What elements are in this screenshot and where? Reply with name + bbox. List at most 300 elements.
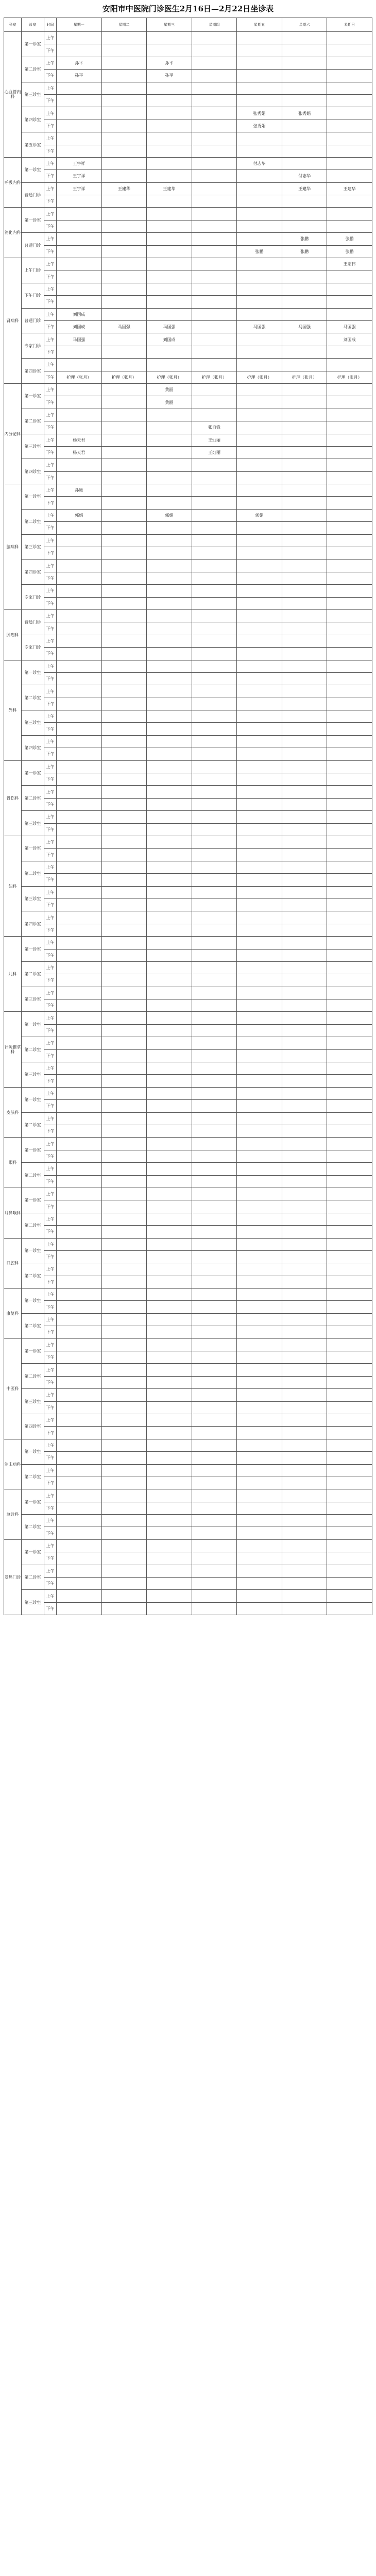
period-label: 下午 (44, 1527, 57, 1539)
doctor-cell (282, 735, 327, 748)
doctor-cell (101, 1200, 147, 1213)
doctor-cell (57, 836, 102, 849)
schedule-row (4, 1175, 372, 1188)
doctor-cell (282, 648, 327, 660)
clinic-name: 第三诊室 (22, 1590, 44, 1615)
doctor-cell (282, 434, 327, 446)
doctor-cell (282, 32, 327, 44)
doctor-cell (192, 735, 237, 748)
clinic-name: 第二诊室 (22, 1565, 44, 1590)
doctor-cell (147, 874, 192, 886)
doctor-cell (57, 698, 102, 710)
doctor-cell (327, 434, 372, 446)
doctor-cell (57, 1578, 102, 1590)
period-label: 下午 (44, 270, 57, 283)
schedule-row (4, 987, 372, 999)
doctor-cell (101, 195, 147, 208)
period-label: 下午 (44, 1477, 57, 1489)
doctor-cell (101, 497, 147, 509)
clinic-name: 第一诊室 (22, 1188, 44, 1213)
doctor-cell (282, 94, 327, 107)
doctor-cell (327, 1012, 372, 1024)
period-label: 下午 (44, 1100, 57, 1112)
department-name: 皮肤科 (4, 1087, 22, 1138)
doctor-cell (101, 333, 147, 346)
doctor-cell (57, 547, 102, 560)
doctor-cell (147, 459, 192, 471)
period-label: 上午 (44, 937, 57, 949)
doctor-cell (101, 987, 147, 999)
doctor-cell (57, 1552, 102, 1565)
doctor-cell (192, 245, 237, 258)
doctor-cell: 马国强 (101, 320, 147, 333)
period-label: 下午 (44, 1427, 57, 1439)
schedule-row (4, 1414, 372, 1426)
doctor-cell (101, 635, 147, 647)
schedule-row (4, 723, 372, 735)
doctor-cell (101, 245, 147, 258)
doctor-cell (192, 811, 237, 823)
doctor-cell (327, 1150, 372, 1162)
doctor-cell (237, 1100, 282, 1112)
schedule-row (4, 1439, 372, 1451)
doctor-cell (237, 1301, 282, 1313)
doctor-cell (57, 32, 102, 44)
doctor-cell (192, 1087, 237, 1099)
doctor-cell (192, 195, 237, 208)
department-name: 针灸推拿科 (4, 1012, 22, 1087)
doctor-cell (282, 1578, 327, 1590)
doctor-cell (192, 1578, 237, 1590)
doctor-cell (327, 220, 372, 232)
period-label: 上午 (44, 585, 57, 597)
clinic-name: 第一诊室 (22, 1439, 44, 1464)
schedule-row (4, 672, 372, 685)
doctor-cell (147, 597, 192, 609)
doctor-cell: 张鹏 (327, 233, 372, 245)
schedule-row (4, 899, 372, 911)
doctor-cell (192, 585, 237, 597)
doctor-cell (282, 609, 327, 622)
doctor-cell (327, 622, 372, 635)
doctor-cell (327, 497, 372, 509)
doctor-cell (237, 1389, 282, 1401)
schedule-row (4, 622, 372, 635)
doctor-cell (147, 446, 192, 459)
doctor-cell: 王灿丽 (192, 446, 237, 459)
doctor-cell (57, 497, 102, 509)
doctor-cell (327, 409, 372, 421)
period-label: 下午 (44, 999, 57, 1012)
schedule-row (4, 685, 372, 698)
doctor-cell (237, 1112, 282, 1125)
doctor-cell (57, 1062, 102, 1075)
doctor-cell (147, 635, 192, 647)
doctor-cell (57, 1351, 102, 1364)
header-cell: 星期四 (192, 18, 237, 32)
doctor-cell (147, 94, 192, 107)
clinic-name: 普通门诊 (22, 233, 44, 258)
doctor-cell (327, 1565, 372, 1577)
doctor-cell (237, 760, 282, 773)
doctor-cell (237, 798, 282, 810)
period-label: 下午 (44, 823, 57, 836)
doctor-cell (101, 1250, 147, 1263)
doctor-cell (237, 57, 282, 69)
doctor-cell (57, 459, 102, 471)
doctor-cell (147, 811, 192, 823)
doctor-cell: 马国强 (282, 320, 327, 333)
period-label: 下午 (44, 723, 57, 735)
period-label: 下午 (44, 1175, 57, 1188)
schedule-row (4, 1351, 372, 1364)
doctor-cell (101, 1301, 147, 1313)
period-label: 下午 (44, 547, 57, 560)
clinic-name: 第四诊室 (22, 459, 44, 484)
doctor-cell (282, 1301, 327, 1313)
doctor-cell: 王建华 (101, 182, 147, 195)
doctor-cell (282, 57, 327, 69)
doctor-cell: 孙平 (57, 70, 102, 82)
doctor-cell (237, 1175, 282, 1188)
doctor-cell (101, 1138, 147, 1150)
doctor-cell (147, 949, 192, 961)
clinic-name: 第二诊室 (22, 1213, 44, 1238)
schedule-row (4, 1590, 372, 1602)
doctor-cell (192, 660, 237, 672)
doctor-cell (192, 1289, 237, 1301)
doctor-cell (237, 1163, 282, 1175)
doctor-cell (237, 1150, 282, 1162)
schedule-row (4, 1276, 372, 1288)
doctor-cell (282, 1200, 327, 1213)
doctor-cell (192, 308, 237, 320)
period-label: 下午 (44, 1049, 57, 1062)
doctor-cell (237, 1313, 282, 1326)
doctor-cell (327, 899, 372, 911)
doctor-cell (237, 333, 282, 346)
doctor-cell: 护理（张月） (327, 371, 372, 383)
schedule-row (4, 1087, 372, 1099)
period-label: 上午 (44, 1012, 57, 1024)
doctor-cell (101, 1477, 147, 1489)
period-label: 上午 (44, 1414, 57, 1426)
doctor-cell (192, 1226, 237, 1238)
doctor-cell (237, 723, 282, 735)
period-label: 上午 (44, 1389, 57, 1401)
doctor-cell (57, 1376, 102, 1388)
doctor-cell (192, 836, 237, 849)
schedule-row (4, 1024, 372, 1037)
doctor-cell (57, 421, 102, 434)
doctor-cell (147, 308, 192, 320)
doctor-cell (282, 1489, 327, 1502)
doctor-cell (282, 798, 327, 810)
doctor-cell (282, 145, 327, 157)
doctor-cell (57, 572, 102, 584)
doctor-cell: 护理（张月） (282, 371, 327, 383)
doctor-cell (57, 1024, 102, 1037)
doctor-cell (327, 886, 372, 899)
doctor-cell (101, 1401, 147, 1414)
doctor-cell (147, 409, 192, 421)
period-label: 上午 (44, 258, 57, 270)
doctor-cell (57, 409, 102, 421)
doctor-cell (282, 560, 327, 572)
doctor-cell (192, 1313, 237, 1326)
doctor-cell: 护理（张月） (147, 371, 192, 383)
doctor-cell (192, 1301, 237, 1313)
doctor-cell (147, 937, 192, 949)
department-name: 儿科 (4, 937, 22, 1012)
period-label: 上午 (44, 534, 57, 547)
doctor-cell (147, 547, 192, 560)
doctor-cell (101, 421, 147, 434)
doctor-cell (327, 635, 372, 647)
doctor-cell (147, 434, 192, 446)
schedule-row (4, 145, 372, 157)
doctor-cell (57, 786, 102, 798)
schedule-row (4, 1150, 372, 1162)
doctor-cell (147, 748, 192, 760)
doctor-cell (147, 1238, 192, 1250)
period-label: 下午 (44, 748, 57, 760)
doctor-cell (101, 409, 147, 421)
doctor-cell (327, 157, 372, 170)
schedule-row (4, 1489, 372, 1502)
doctor-cell (237, 208, 282, 220)
doctor-cell (327, 1464, 372, 1477)
clinic-name: 第二诊室 (22, 57, 44, 82)
period-label: 上午 (44, 710, 57, 723)
doctor-cell (282, 1552, 327, 1565)
department-name: 口腔科 (4, 1238, 22, 1289)
doctor-cell: 张秀娟 (237, 107, 282, 120)
doctor-cell (282, 1150, 327, 1162)
clinic-name: 第一诊室 (22, 1012, 44, 1037)
doctor-cell (237, 1376, 282, 1388)
doctor-cell (327, 1125, 372, 1137)
period-label: 上午 (44, 1515, 57, 1527)
period-label: 下午 (44, 974, 57, 987)
doctor-cell (282, 446, 327, 459)
doctor-cell (327, 359, 372, 371)
schedule-row (4, 509, 372, 521)
schedule-row (4, 1062, 372, 1075)
schedule-row (4, 471, 372, 484)
clinic-name: 第四诊室 (22, 911, 44, 937)
doctor-cell (192, 182, 237, 195)
doctor-cell: 王建华 (147, 182, 192, 195)
doctor-cell (282, 874, 327, 886)
doctor-cell (101, 94, 147, 107)
doctor-cell (327, 1376, 372, 1388)
doctor-cell (327, 484, 372, 497)
doctor-cell (282, 296, 327, 308)
doctor-cell (101, 547, 147, 560)
clinic-name: 第三诊室 (22, 811, 44, 836)
doctor-cell (101, 1439, 147, 1451)
doctor-cell (237, 94, 282, 107)
doctor-cell (101, 585, 147, 597)
schedule-row (4, 132, 372, 145)
doctor-cell (237, 1502, 282, 1514)
doctor-cell (282, 811, 327, 823)
period-label: 上午 (44, 1464, 57, 1477)
doctor-cell (57, 648, 102, 660)
doctor-cell (147, 245, 192, 258)
doctor-cell (192, 208, 237, 220)
doctor-cell (57, 1226, 102, 1238)
doctor-cell (147, 233, 192, 245)
period-label: 下午 (44, 471, 57, 484)
doctor-cell (327, 195, 372, 208)
period-label: 下午 (44, 1150, 57, 1162)
header-row (4, 18, 372, 32)
schedule-row (4, 836, 372, 849)
doctor-cell (237, 1565, 282, 1577)
doctor-cell (327, 974, 372, 987)
doctor-cell (192, 94, 237, 107)
schedule-row (4, 346, 372, 358)
doctor-cell (147, 120, 192, 132)
doctor-cell (237, 421, 282, 434)
doctor-cell (237, 1012, 282, 1024)
doctor-cell (237, 258, 282, 270)
doctor-cell: 付志华 (237, 157, 282, 170)
doctor-cell (192, 1427, 237, 1439)
period-label: 下午 (44, 497, 57, 509)
doctor-cell (282, 1289, 327, 1301)
doctor-cell (57, 82, 102, 94)
clinic-name: 第二诊室 (22, 1163, 44, 1188)
doctor-cell (327, 208, 372, 220)
doctor-cell (237, 1024, 282, 1037)
doctor-cell (57, 622, 102, 635)
doctor-cell (147, 698, 192, 710)
schedule-row (4, 547, 372, 560)
clinic-name: 第五诊室 (22, 132, 44, 158)
clinic-name: 普通门诊 (22, 182, 44, 208)
period-label: 上午 (44, 1289, 57, 1301)
doctor-cell (147, 346, 192, 358)
clinic-name: 专家门诊 (22, 585, 44, 610)
doctor-cell (192, 1125, 237, 1137)
clinic-name: 第一诊室 (22, 157, 44, 182)
doctor-cell (192, 145, 237, 157)
doctor-cell (237, 660, 282, 672)
doctor-cell (192, 157, 237, 170)
doctor-cell (101, 283, 147, 295)
doctor-cell (192, 1276, 237, 1288)
doctor-cell (101, 57, 147, 69)
doctor-cell (101, 44, 147, 57)
header-cell: 星期六 (282, 18, 327, 32)
doctor-cell (327, 672, 372, 685)
doctor-cell (147, 1125, 192, 1137)
doctor-cell (237, 710, 282, 723)
doctor-cell (147, 961, 192, 974)
schedule-row (4, 1313, 372, 1326)
doctor-cell (282, 773, 327, 786)
period-label: 上午 (44, 32, 57, 44)
doctor-cell (57, 1389, 102, 1401)
doctor-cell (57, 1439, 102, 1451)
doctor-cell (147, 1188, 192, 1200)
doctor-cell (57, 899, 102, 911)
doctor-cell (282, 1213, 327, 1225)
doctor-cell (192, 1452, 237, 1464)
doctor-cell (192, 560, 237, 572)
clinic-name: 第二诊室 (22, 861, 44, 886)
doctor-cell (192, 849, 237, 861)
doctor-cell (282, 346, 327, 358)
schedule-row (4, 1326, 372, 1338)
doctor-cell (101, 132, 147, 145)
doctor-cell (327, 849, 372, 861)
doctor-cell (147, 974, 192, 987)
clinic-name: 第二诊室 (22, 786, 44, 811)
period-label: 上午 (44, 233, 57, 245)
doctor-cell (147, 1489, 192, 1502)
doctor-cell (237, 1276, 282, 1288)
doctor-cell: 护理（张月） (57, 371, 102, 383)
doctor-cell (327, 1276, 372, 1288)
doctor-cell (101, 1552, 147, 1565)
doctor-cell (192, 1389, 237, 1401)
doctor-cell (147, 1389, 192, 1401)
schedule-row (4, 409, 372, 421)
doctor-cell (147, 1477, 192, 1489)
doctor-cell (327, 270, 372, 283)
doctor-cell (57, 1477, 102, 1489)
doctor-cell (327, 1515, 372, 1527)
doctor-cell (327, 648, 372, 660)
doctor-cell (282, 685, 327, 698)
doctor-cell (57, 1250, 102, 1263)
doctor-cell (327, 1439, 372, 1451)
doctor-cell (282, 1250, 327, 1263)
doctor-cell (282, 509, 327, 521)
doctor-cell (237, 961, 282, 974)
doctor-cell (57, 999, 102, 1012)
period-label: 上午 (44, 283, 57, 295)
doctor-cell (57, 1049, 102, 1062)
doctor-cell (192, 648, 237, 660)
schedule-row (4, 635, 372, 647)
doctor-cell (57, 1075, 102, 1087)
doctor-cell (101, 560, 147, 572)
clinic-name: 普通门诊 (22, 308, 44, 333)
doctor-cell (282, 1226, 327, 1238)
doctor-cell (101, 648, 147, 660)
schedule-row (4, 1163, 372, 1175)
doctor-cell (57, 987, 102, 999)
doctor-cell (147, 823, 192, 836)
doctor-cell (57, 1087, 102, 1099)
period-label: 上午 (44, 1087, 57, 1099)
doctor-cell (147, 497, 192, 509)
doctor-cell (282, 1313, 327, 1326)
doctor-cell (192, 497, 237, 509)
doctor-cell (101, 157, 147, 170)
schedule-row (4, 182, 372, 195)
doctor-cell (57, 861, 102, 873)
doctor-cell (192, 748, 237, 760)
doctor-cell (327, 1175, 372, 1188)
doctor-cell (237, 1489, 282, 1502)
schedule-row (4, 1213, 372, 1225)
